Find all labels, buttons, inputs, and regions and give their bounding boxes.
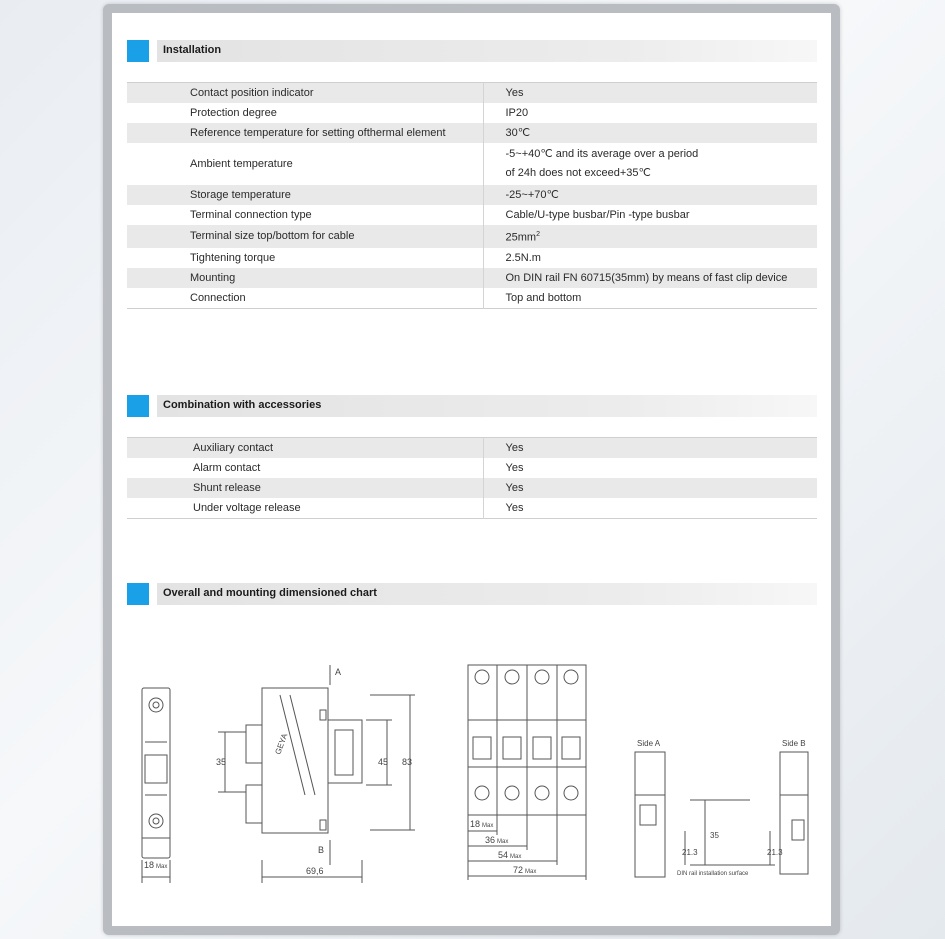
dimension-drawing [130, 655, 820, 885]
section-marker-icon [127, 583, 149, 605]
dimensions-header [127, 583, 817, 605]
dim-max-label: Max [156, 864, 168, 870]
spec-value: Top and bottom [505, 291, 582, 304]
spec-key: Mounting [127, 268, 483, 288]
table-row [127, 83, 817, 104]
dim-54-label: 54 [498, 850, 509, 860]
table-row [127, 205, 817, 225]
spec-value: Yes [483, 438, 817, 459]
accessories-title: Combination with accessories [163, 399, 322, 411]
spec-value [483, 143, 817, 185]
spec-value: On DIN rail FN 60715(35mm) by means of fast clip device [483, 268, 817, 288]
accessories-table [127, 437, 817, 519]
spec-key: Storage temperature [127, 185, 483, 205]
spec-value: 30℃ [483, 123, 817, 143]
spec-key: Under voltage release [127, 498, 483, 519]
dim-36-label: 36 [485, 835, 496, 845]
spec-value: Yes [483, 83, 817, 104]
section-marker-icon [127, 40, 149, 62]
dim-83-label: 83 [402, 757, 413, 767]
dim-4p-18-max: Max [482, 823, 494, 829]
spec-key: Terminal connection type [127, 205, 483, 225]
installation-table [127, 82, 817, 309]
table-row [127, 268, 817, 288]
side-a-label: Side A [637, 739, 661, 748]
dim-72-label: 72 [513, 865, 524, 875]
spec-key: Alarm contact [127, 458, 483, 478]
mounting-view [635, 752, 808, 877]
table-row [127, 143, 817, 185]
accessories-header [127, 395, 817, 417]
spec-value: Yes [505, 502, 524, 514]
dim-54-max: Max [510, 854, 522, 860]
dim-21b-label: 21.3 [767, 848, 783, 857]
view-b-label: B [318, 845, 325, 855]
spec-value-line: of 24h does not exceed+35℃ [505, 167, 651, 179]
spec-key: Contact position indicator [127, 83, 483, 104]
table-row [127, 438, 817, 459]
device-brand-label: GEYA [273, 732, 290, 756]
front-view-4p [468, 665, 586, 880]
spec-value-line: -5~+40℃ and its average over a period [505, 148, 699, 160]
dim-18-label: 18 [144, 860, 155, 870]
table-row [127, 288, 817, 309]
spec-value: Yes [505, 462, 524, 474]
spec-key: Reference temperature for setting ofthermal element [127, 123, 483, 143]
spec-key: Ambient temperature [127, 143, 483, 185]
side-view [218, 665, 415, 883]
spec-key: Auxiliary contact [127, 438, 483, 459]
table-row [127, 225, 817, 248]
dim-21-label: 21.3 [682, 848, 698, 857]
spec-key: Connection [127, 288, 483, 309]
dim-69-label: 69,6 [306, 866, 324, 876]
spec-value: Cable/U-type busbar/Pin -type busbar [505, 209, 690, 221]
dim-4p-18-label: 18 [470, 819, 481, 829]
table-row [127, 498, 817, 519]
dimensions-title: Overall and mounting dimensioned chart [163, 587, 377, 599]
spec-value: IP20 [505, 107, 529, 119]
spec-value: Yes [483, 478, 817, 498]
section-header-bar [157, 40, 817, 62]
installation-header [127, 40, 817, 62]
spec-key: Terminal size top/bottom for cable [127, 225, 483, 248]
table-row [127, 458, 817, 478]
din-surface-label: DIN rail installation surface [677, 871, 749, 877]
dim-72-max: Max [525, 869, 537, 875]
dim-45-label: 45 [378, 757, 389, 767]
spec-key: Shunt release [127, 478, 483, 498]
dim-35-label: 35 [216, 757, 227, 767]
side-b-label: Side B [782, 739, 806, 748]
table-row [127, 248, 817, 268]
front-view-1p [142, 688, 170, 883]
spec-value: 2.5N.m [505, 251, 541, 264]
spec-value: -25~+70℃ [483, 185, 817, 205]
view-a-label: A [335, 667, 342, 677]
spec-key: Tightening torque [127, 248, 483, 268]
section-marker-icon [127, 395, 149, 417]
spec-value-superscript: 2 [536, 231, 540, 238]
table-row [127, 185, 817, 205]
table-row [127, 123, 817, 143]
dim-36-max: Max [497, 839, 509, 845]
spec-value-text: 25mm [505, 231, 537, 244]
dim-mount-35-label: 35 [710, 831, 719, 840]
installation-title: Installation [163, 44, 222, 56]
table-row [127, 103, 817, 123]
spec-key: Protection degree [127, 103, 483, 123]
spec-value [483, 225, 817, 248]
table-row [127, 478, 817, 498]
